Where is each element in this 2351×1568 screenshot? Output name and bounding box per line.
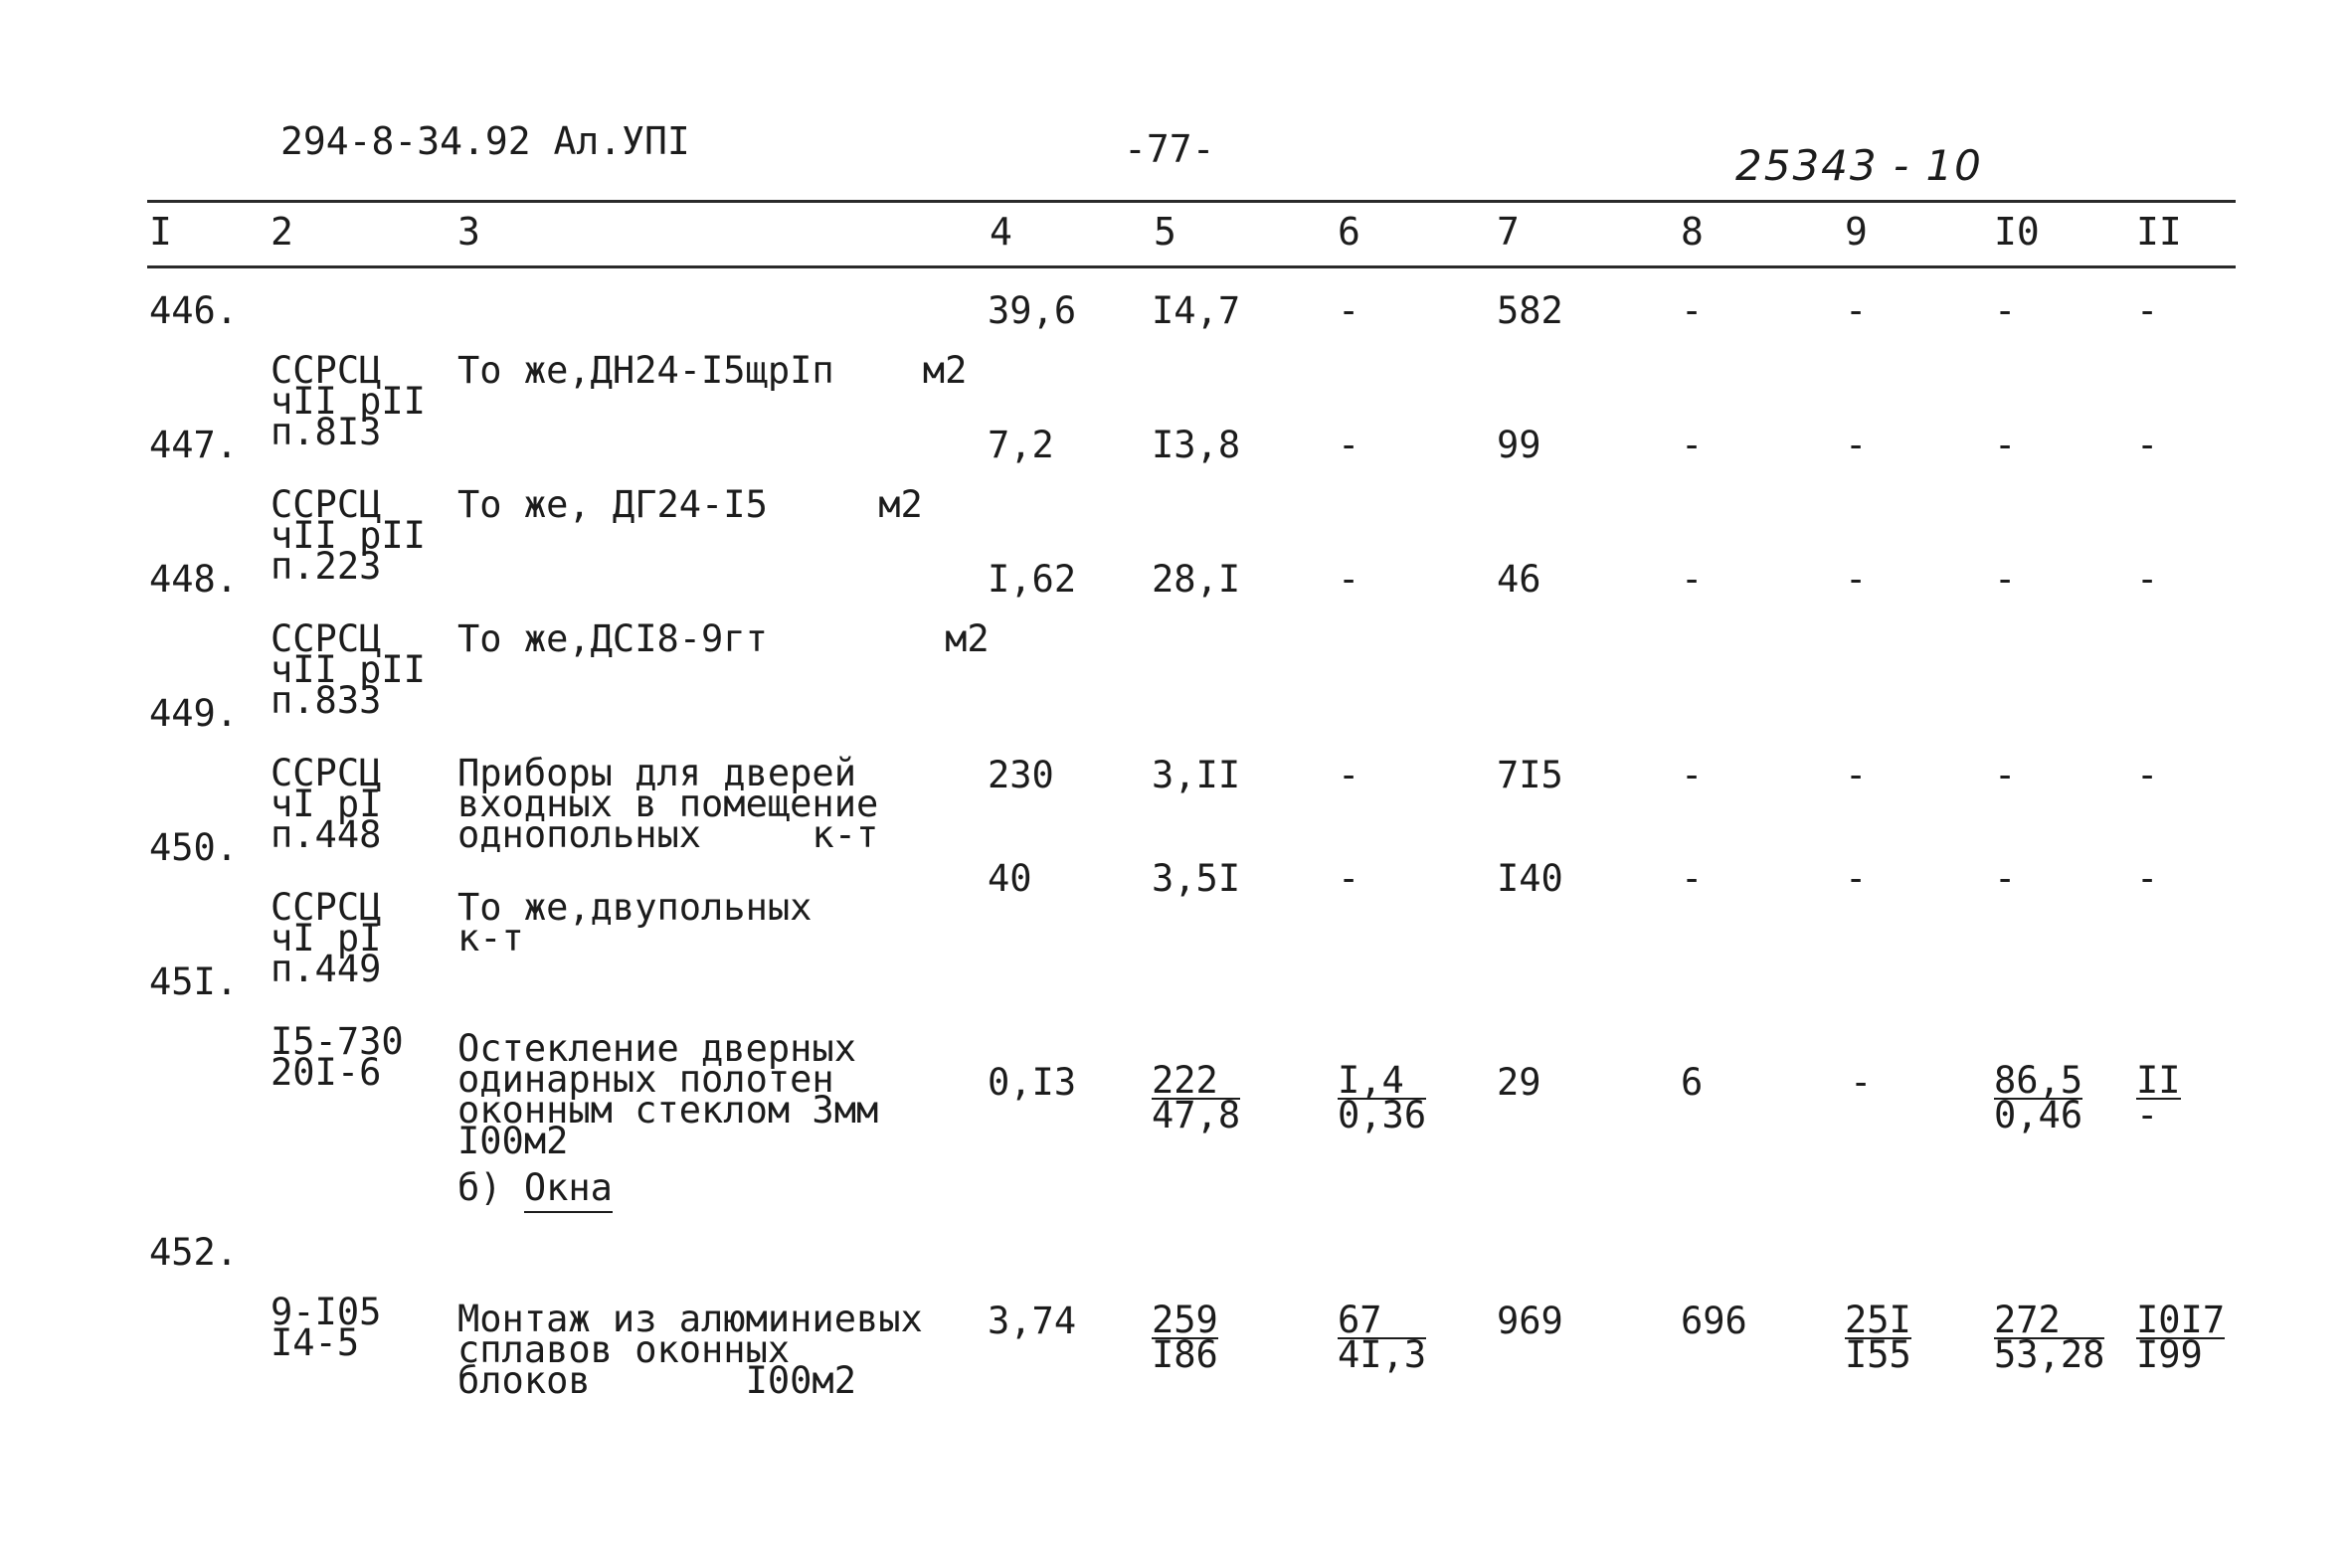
quantity: 0,I3 [988,1061,1077,1104]
col5-fraction: $\frac{259}{I86}$ [1152,1299,1218,1376]
col11-fraction: $\frac{I0I7}{I99}$ [2136,1299,2226,1376]
rate-reference: I5-730 20I-6 [271,1020,404,1094]
col7-value: 969 [1497,1300,1563,1342]
subsection-title: Окна [524,1166,613,1213]
col8-value: - [1681,857,1704,900]
column-number-9: 9 [1845,210,1868,254]
subsection-heading [457,1166,613,1209]
col6-fraction: $\frac{I,4}{0,36}$ [1338,1059,1427,1136]
row-number: 45I. [149,960,239,1003]
col6-value: - [1338,424,1360,466]
work-description: То же,двупольных к-т [457,886,813,959]
col7-value: 29 [1497,1061,1541,1104]
col6-value: - [1338,558,1360,601]
col5-value: 3,II [1152,754,1241,796]
column-number-3: 3 [457,210,480,254]
column-number-7: 7 [1497,210,1520,254]
col10-fraction: $\frac{86,5}{0,46}$ [1994,1059,2083,1136]
col10-value: - [1994,558,2017,601]
page-header [0,0,2351,199]
document-code: 294-8-34.92 Ал.УПI [280,119,690,163]
column-number-11: II [2136,210,2182,254]
col7-value: I40 [1497,857,1563,900]
quantity: 3,74 [988,1300,1077,1342]
column-number-1: I [149,210,172,254]
col6-value: - [1338,754,1360,796]
work-description: Остекление дверных одинарных полотен оконным стеклом 3мм I00м2 [457,1027,879,1162]
col7-value: 582 [1497,289,1563,332]
col8-value: - [1681,289,1704,332]
col10-value: - [1994,424,2017,466]
col6-fraction: $\frac{67}{4I,3}$ [1338,1299,1427,1376]
col8-value: - [1681,754,1704,796]
col6-value: - [1338,289,1360,332]
col11-value: - [2136,558,2159,601]
col5-value: I4,7 [1152,289,1241,332]
quantity: I,62 [988,558,1077,601]
col11-value: - [2136,754,2159,796]
column-numbers-row [0,204,2351,263]
col9-value: - [1845,424,1868,466]
col5-value: 28,I [1152,558,1241,601]
handwritten-stamp: 25343 - 10 [1735,141,1983,190]
column-number-4: 4 [990,210,1012,254]
row-number: 452. [149,1231,239,1274]
table-top-rule [147,200,2236,203]
col5-value: 3,5I [1152,857,1241,900]
rate-reference: ССРСЦ чI рI п.449 [271,886,382,990]
col11-value: - [2136,424,2159,466]
col8-value: 696 [1681,1300,1747,1342]
table-header-rule [147,265,2236,268]
page-number: -77- [1124,127,1215,171]
rate-reference: ССРСЦ чI рI п.448 [271,752,382,856]
row-number: 446. [149,289,239,332]
rate-reference: ССРСЦ чII рII п.8I3 [271,349,426,453]
column-number-10: I0 [1994,210,2040,254]
work-description: То же,ДСI8-9гт м2 [457,617,990,660]
row-number: 449. [149,692,239,735]
row-number: 447. [149,424,239,466]
row-number: 450. [149,826,239,869]
col10-value: - [1994,857,2017,900]
col9-value: - [1845,289,1868,332]
col7-value: 7I5 [1497,754,1563,796]
rate-reference: ССРСЦ чII рII п.223 [271,483,426,588]
column-number-8: 8 [1681,210,1704,254]
col5-fraction: $\frac{222}{47,8}$ [1152,1059,1241,1136]
work-description: То же,ДН24-I5щрIп м2 [457,349,968,392]
col10-value: - [1994,289,2017,332]
rate-reference: ССРСЦ чII рII п.833 [271,617,426,722]
work-description: То же, ДГ24-I5 м2 [457,483,923,526]
col6-value: - [1338,857,1360,900]
quantity: 39,6 [988,289,1077,332]
col9-value: - [1850,1061,1873,1104]
col11-value: - [2136,289,2159,332]
col11-value: - [2136,857,2159,900]
col8-value: - [1681,424,1704,466]
quantity: 230 [988,754,1054,796]
col10-fraction: $\frac{272}{53,28}$ [1994,1299,2105,1376]
rate-reference: 9-I05 I4-5 [271,1291,382,1364]
col11-fraction: II - [2136,1059,2181,1136]
quantity: 40 [988,857,1032,900]
col5-value: I3,8 [1152,424,1241,466]
column-number-2: 2 [271,210,293,254]
col8-value: - [1681,558,1704,601]
col9-fraction: $\frac{25I}{I55}$ [1845,1299,1911,1376]
quantity: 7,2 [988,424,1054,466]
column-number-5: 5 [1154,210,1176,254]
subsection-prefix: б) [457,1166,502,1209]
col10-value: - [1994,754,2017,796]
work-description: Монтаж из алюминиевых сплавов оконных блоков I00м2 [457,1298,923,1402]
work-description: Приборы для дверей входных в помещение однопольных к-т [457,752,879,856]
column-number-6: 6 [1338,210,1360,254]
col9-value: - [1845,857,1868,900]
col8-value: 6 [1681,1061,1704,1104]
col7-value: 46 [1497,558,1541,601]
col7-value: 99 [1497,424,1541,466]
col9-value: - [1845,558,1868,601]
col9-value: - [1845,754,1868,796]
row-number: 448. [149,558,239,601]
